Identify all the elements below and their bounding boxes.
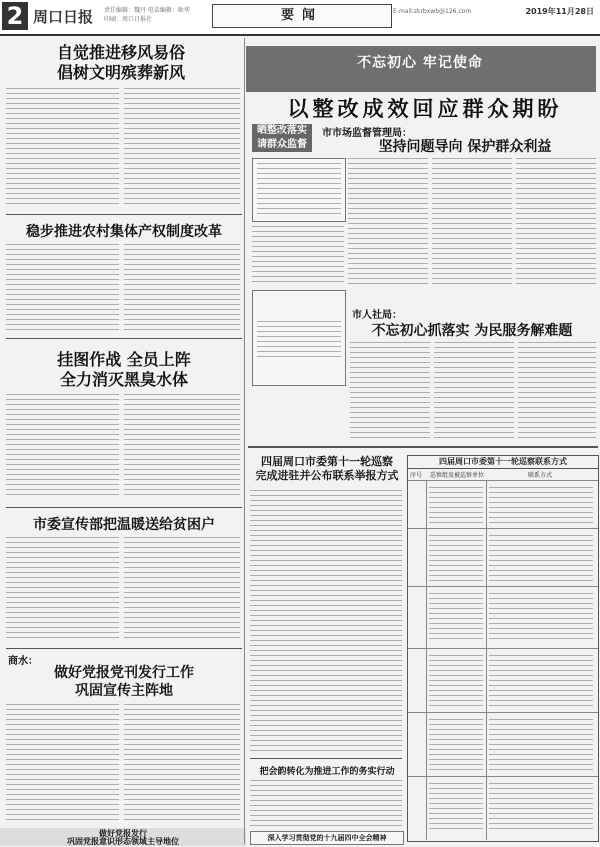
- table-row: [408, 586, 598, 649]
- inspection-body: [250, 490, 402, 752]
- article-1-title-line1: 自觉推进移风易俗: [56, 43, 185, 62]
- article-1-body-col2: [124, 88, 240, 208]
- inspection-title: [250, 455, 404, 483]
- article-4-body-col2: [124, 537, 240, 642]
- issue-date: 2019年11月28日: [525, 7, 594, 16]
- header-info-line2: 印刷：周口日报社: [104, 16, 153, 23]
- article-5-kicker: 商水：: [8, 656, 38, 667]
- table-row: [408, 648, 598, 713]
- header-email: E-mail:zkrbxwb@126.com: [393, 8, 472, 15]
- article-6-title: [0, 829, 246, 845]
- sub2-body-col1: [350, 342, 430, 442]
- sub1-title: 坚持问题导向 保护群众利益: [378, 139, 552, 155]
- sub1-body-col4: [516, 158, 596, 286]
- bottom-title: 深入学习贯彻党的十九届四中全会精神: [267, 833, 387, 842]
- inspection-title-line1: 四届周口市委第十一轮巡察: [261, 455, 393, 468]
- article-1-title: [6, 43, 236, 83]
- article-1-body-col1: [6, 88, 119, 208]
- table-row: [408, 528, 598, 587]
- editor-note-box: [252, 158, 346, 222]
- editor-note-text: [257, 163, 341, 217]
- sub2-body-col3: [518, 342, 596, 442]
- article-5-title: [6, 664, 242, 700]
- article-6-title-line2: 巩固党报意识形态领域主导地位: [67, 836, 179, 846]
- table-row: [408, 712, 598, 777]
- lower-body: [250, 780, 402, 828]
- article-2-title: 稳步推进农村集体产权制度改革: [26, 224, 222, 240]
- article-4-body-col1: [6, 537, 119, 642]
- feature-tag: [252, 124, 312, 152]
- divider: [6, 214, 242, 215]
- lower-title: 把会韵转化为推进工作的务实行动: [259, 767, 395, 777]
- table-col-index: 序号: [410, 472, 423, 479]
- article-6-title-line1: 做好党报发行: [99, 828, 147, 838]
- sub2-body-col2: [434, 342, 514, 442]
- article-3-body-col1: [6, 394, 119, 499]
- divider: [250, 758, 402, 759]
- table-col-unit: 巡察组及被巡察单位: [430, 472, 485, 479]
- page-header: [0, 0, 600, 36]
- feature-tag-line1: 晒整改落实: [257, 125, 307, 136]
- paper-name: 周口日报: [33, 8, 94, 26]
- table-row: [408, 480, 598, 529]
- sub1-body-col1: [252, 226, 344, 286]
- article-5-body-col1: [6, 704, 119, 822]
- table-row: [408, 776, 598, 840]
- bottom-banner: [250, 831, 404, 845]
- header-info: [104, 6, 190, 24]
- table-title: 四届周口市委第十一轮巡察联系方式: [408, 456, 598, 469]
- article-5-title-line1: 做好党报党刊发行工作: [54, 665, 194, 681]
- feature-main-title: 以整改成效回应群众期盼: [287, 96, 563, 121]
- article-5-title-line2: 巩固宣传主阵地: [75, 683, 173, 699]
- article-3-title-line2: 全力消灭黑臭水体: [59, 370, 188, 389]
- column-rule: [244, 38, 245, 844]
- article-5-body-col2: [124, 704, 240, 822]
- feature-tag-line2: 请群众监督: [257, 139, 307, 150]
- divider: [248, 446, 598, 448]
- article-3-title-line1: 挂图作战 全员上阵: [57, 350, 191, 369]
- table-col-contact: 联系方式: [528, 472, 553, 479]
- sub1-body-col2: [348, 158, 428, 286]
- inspection-title-line2: 完成进驻并公布联系举报方式: [255, 469, 399, 482]
- photo-caption-box: [252, 290, 346, 386]
- header-info-line1: 责任编辑：魏丹 电话编辑：耿华: [104, 7, 190, 14]
- footer-teaser: [0, 828, 246, 846]
- sub2-title: 不忘初心抓落实 为民服务解难题: [371, 323, 573, 339]
- page-number: 2: [2, 2, 28, 30]
- article-4-title: 市委宣传部把温暖送给贫困户: [33, 517, 215, 533]
- section-name: 要闻: [212, 4, 392, 28]
- sub1-body-col3: [432, 158, 512, 286]
- divider: [6, 338, 242, 339]
- banner-slogan: 不忘初心 牢记使命: [357, 55, 483, 71]
- article-1-title-line2: 倡树文明殡葬新风: [56, 63, 185, 82]
- sub2-kicker: 市人社局：: [352, 310, 402, 321]
- divider: [6, 648, 242, 649]
- article-3-body-col2: [124, 394, 240, 499]
- photo-caption-text: [257, 321, 341, 361]
- article-3-title: [6, 350, 242, 390]
- article-2-body-col2: [124, 244, 240, 332]
- sub1-kicker: 市市场监督管理局：: [322, 128, 412, 139]
- contact-table: [407, 455, 599, 842]
- article-2-body-col1: [6, 244, 119, 332]
- divider: [6, 507, 242, 508]
